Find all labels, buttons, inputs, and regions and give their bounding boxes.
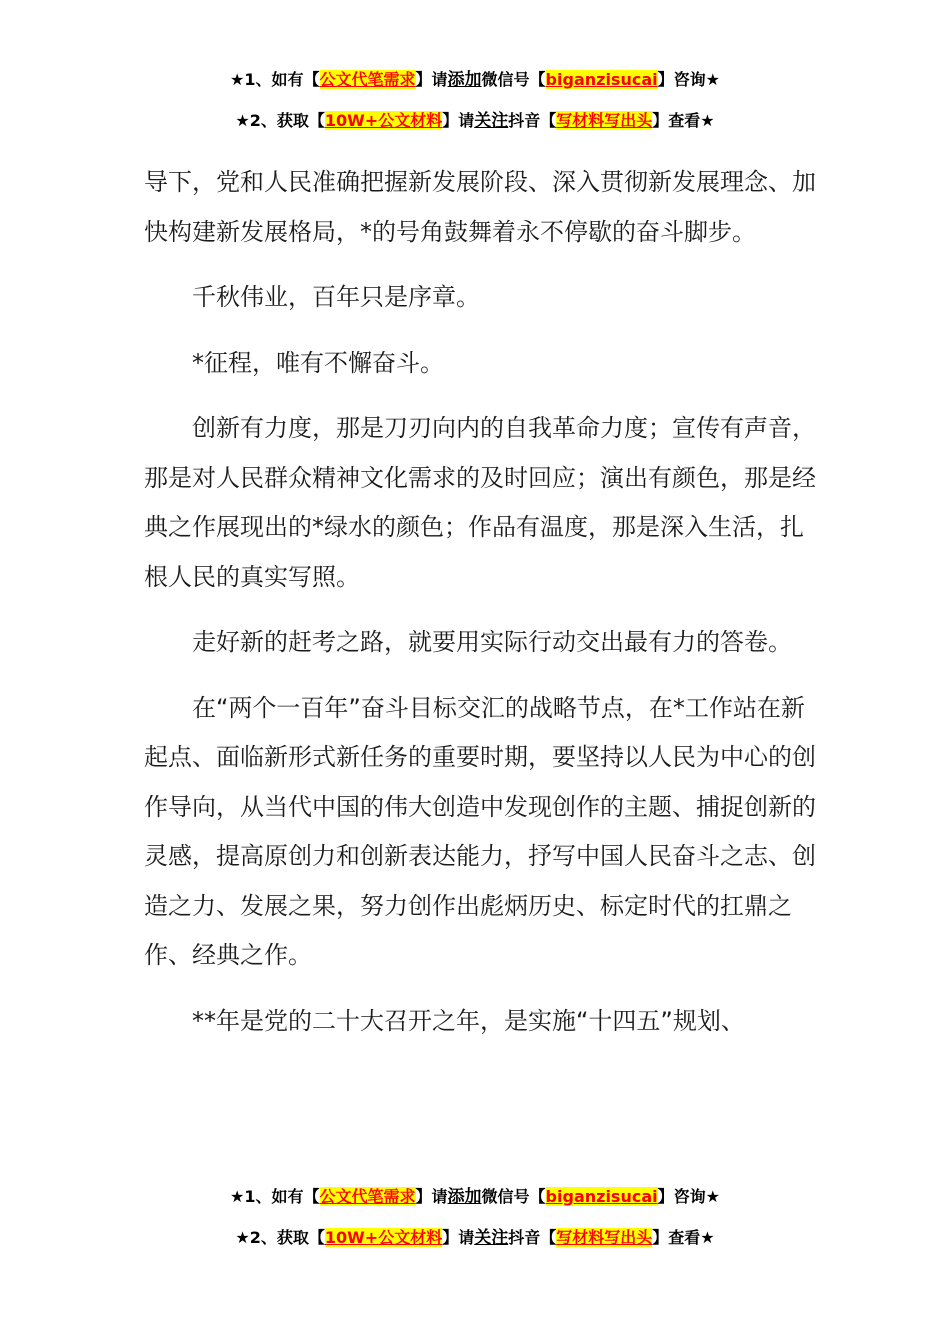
paragraph: 走好新的赶考之路，就要用实际行动交出最有力的答卷。 <box>192 628 792 656</box>
highlight-douyin-id: 写材料写出头 <box>556 111 653 130</box>
paragraph: **年是党的二十大召开之年，是实施“十四五”规划、 <box>192 1006 745 1035</box>
header-banner-line-1: ★1、如有【公文代笔需求】请添加微信号【biganzisucai】咨询★ <box>230 70 720 90</box>
header-banner-line-2: ★2、获取【10W+公文材料】请关注抖音【写材料写出头】查看★ <box>235 111 715 131</box>
highlight-wechat-id: biganzisucai <box>545 1187 658 1206</box>
highlight-materials: 10W+公文材料 <box>324 1228 443 1247</box>
highlight-douyin-id: 写材料写出头 <box>556 1228 653 1247</box>
paragraph: 创新有力度，那是刀刃向内的自我革命力度；宣传有声音，那是对人民群众精神文化需求的及时回应；演出有颜色，那是经典之作展现出的*绿水的颜色；作品有温度，那是深入生活，扎根人民的真实写照。 <box>144 414 816 591</box>
document-body <box>144 158 816 1062</box>
highlight-service: 公文代笔需求 <box>319 1187 416 1206</box>
highlight-wechat-id: biganzisucai <box>545 70 658 89</box>
paragraph: 导下，党和人民准确把握新发展阶段、深入贯彻新发展理念、加快构建新发展格局，*的号角鼓舞着永不停歇的奋斗脚步。 <box>144 168 816 246</box>
paragraph: *征程，唯有不懈奋斗。 <box>192 348 444 377</box>
highlight-service: 公文代笔需求 <box>319 70 416 89</box>
paragraph: 千秋伟业，百年只是序章。 <box>192 283 480 311</box>
footer-banner-line-1: ★1、如有【公文代笔需求】请添加微信号【biganzisucai】咨询★ <box>230 1187 720 1207</box>
footer-banner-line-2: ★2、获取【10W+公文材料】请关注抖音【写材料写出头】查看★ <box>235 1228 715 1248</box>
paragraph: 在“两个一百年”奋斗目标交汇的战略节点，在*工作站在新起点、面临新形式新任务的重要时期，要坚持以人民为中心的创作导向，从当代中国的伟大创造中发现创作的主题、捕捉创新的灵感，提高原创力和创新表达能力，抒写中国人民奋斗之志、创造之力、发展之果，努力创作出彪炳历史、标定时代的扛鼎之作、经典之作。 <box>144 693 816 969</box>
highlight-materials: 10W+公文材料 <box>324 111 443 130</box>
